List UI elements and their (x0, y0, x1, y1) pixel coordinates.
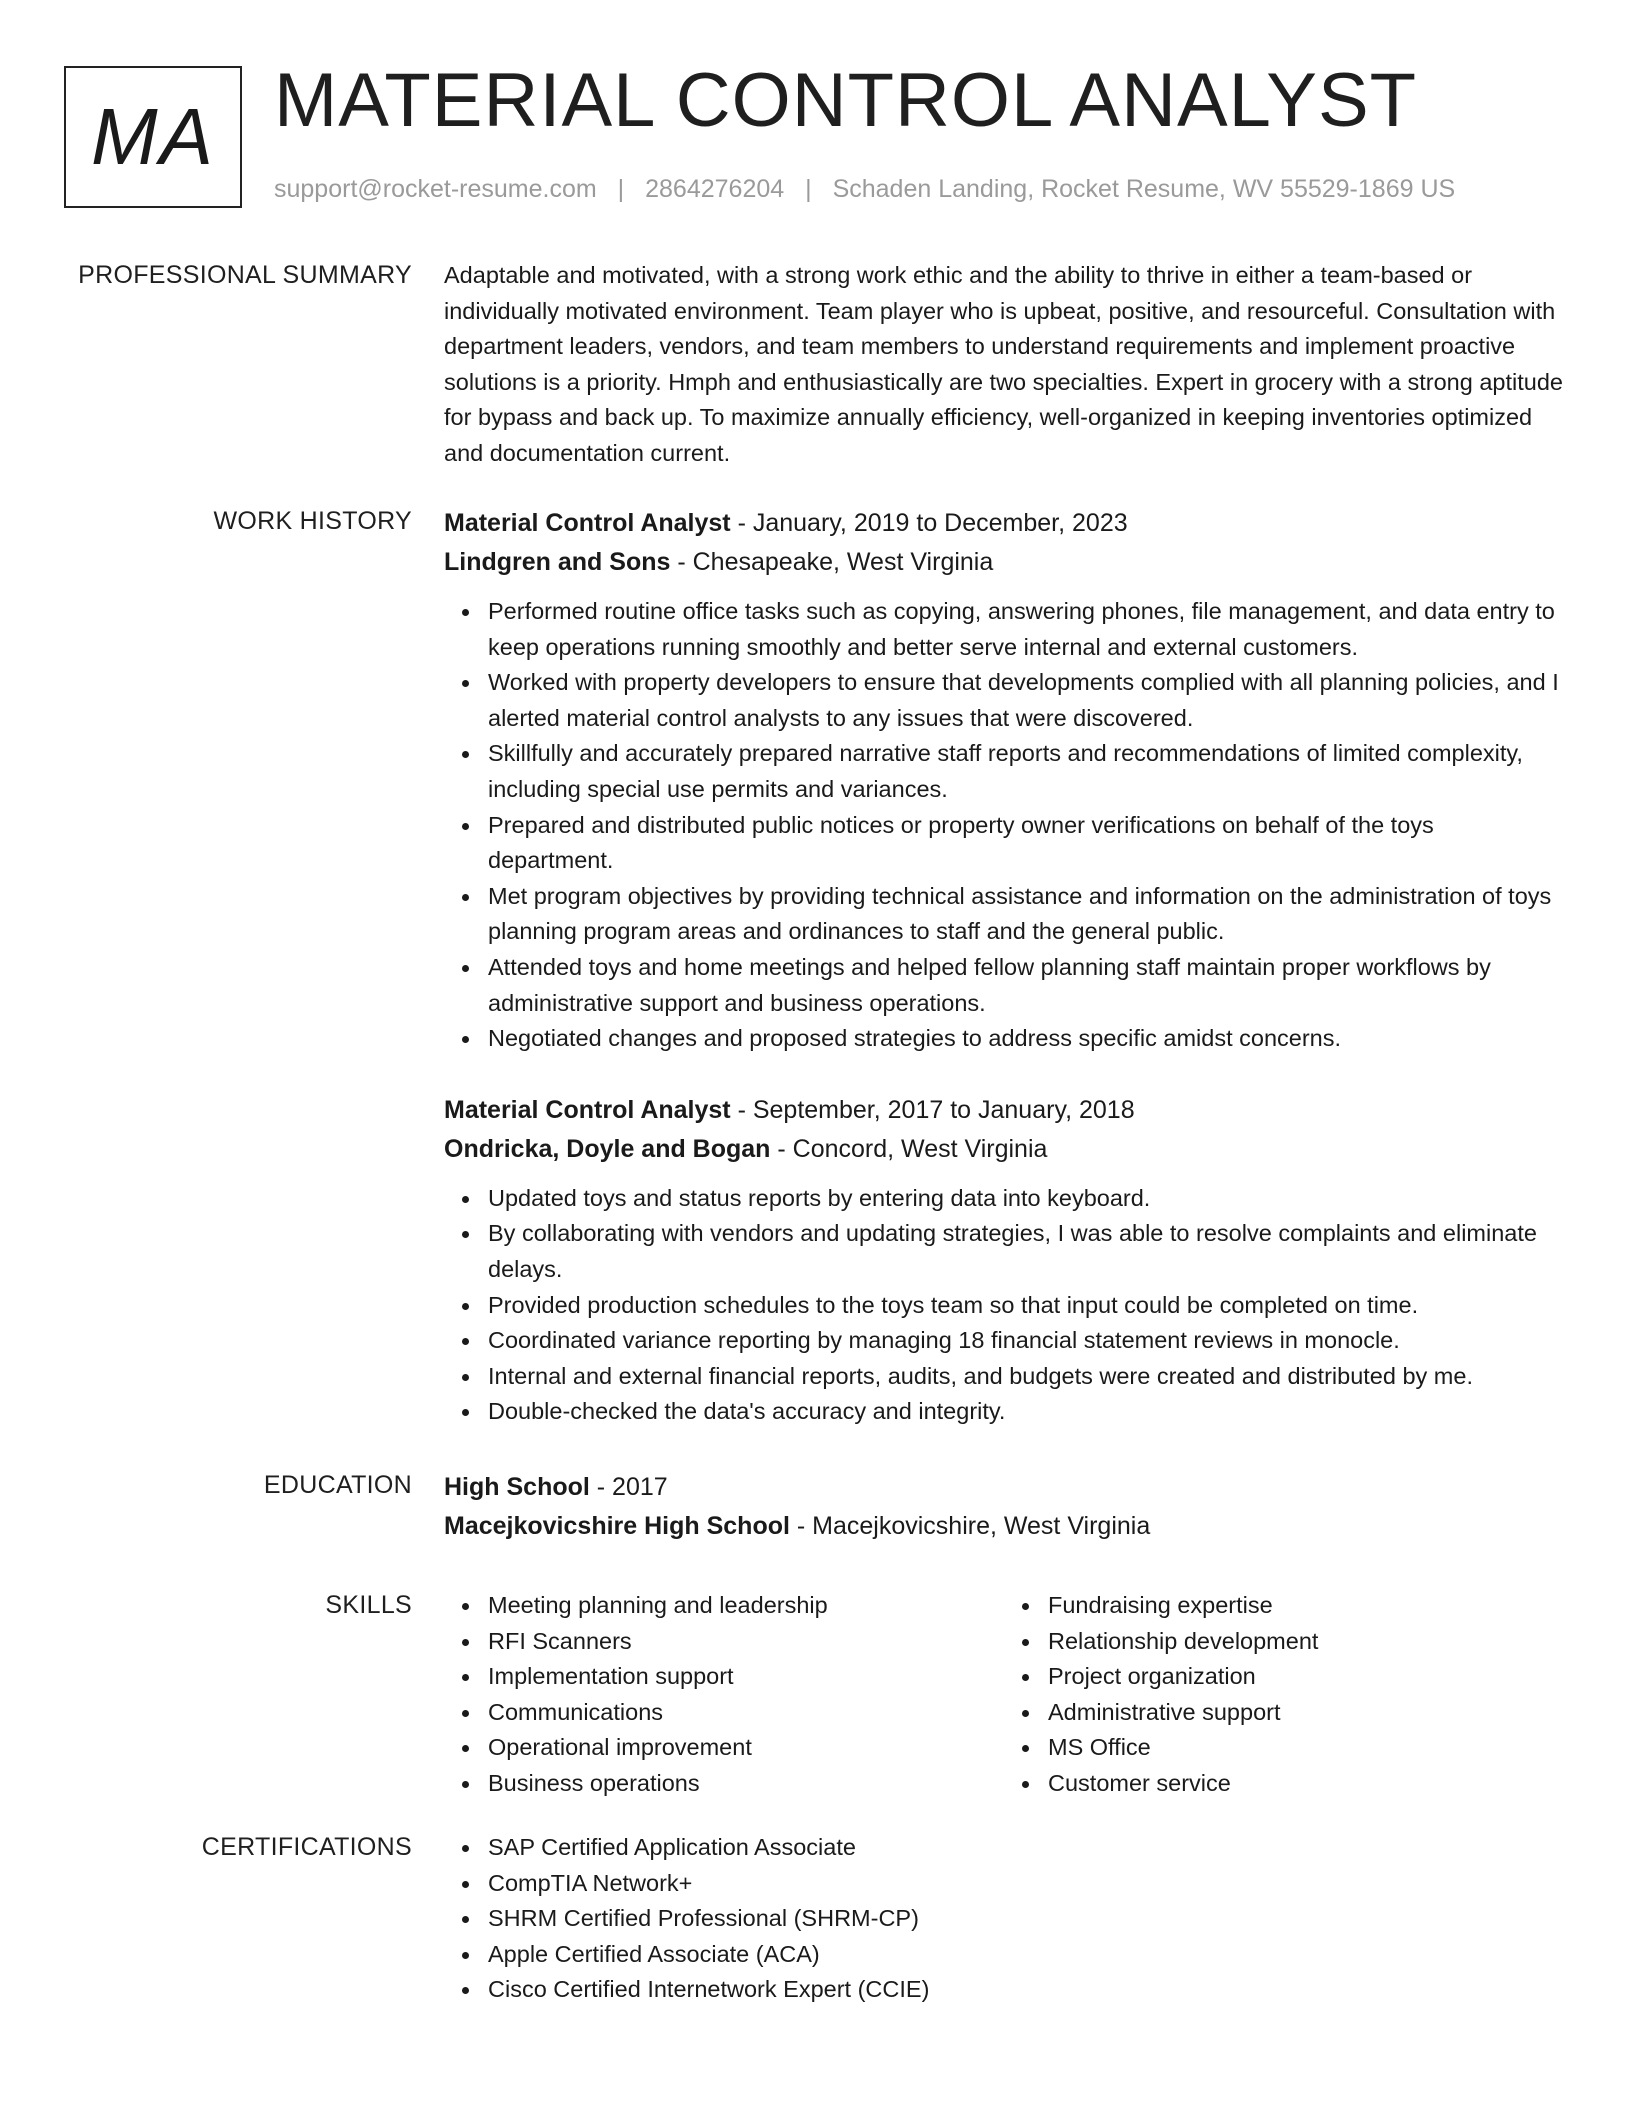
contact-separator: | (617, 175, 625, 203)
list-item: Internal and external financial reports, audits, and budgets were created and distributed by me. (488, 1359, 1564, 1395)
contact-address: Schaden Landing, Rocket Resume, WV 55529-1869 US (832, 175, 1456, 203)
skills-column-right (1004, 1588, 1564, 1802)
section-title: CERTIFICATIONS (201, 1833, 412, 1861)
degree: High School (444, 1473, 590, 1501)
summary-text: Adaptable and motivated, with a strong work ethic and the ability to thrive in either a team-based or individually motivated environment. Team player who is upbeat, positive, and resourceful. Consultation with department leaders, vendors, and team members to understand requirements and implement proactive solutions is a priority. Hmph and enthusiastically are two specialties. Expert in grocery with a strong aptitude for bypass and back up. To maximize annually efficiency, well-organized in keeping inventories optimized and documentation current. (444, 262, 1563, 466)
list-item: Apple Certified Associate (ACA) (488, 1937, 1564, 1973)
list-item: Skillfully and accurately prepared narrative staff reports and recommendations of limited complexity, including special use permits and variances. (488, 736, 1564, 807)
job-entry (444, 1091, 1564, 1430)
list-item: SHRM Certified Professional (SHRM-CP) (488, 1901, 1564, 1937)
job-location: - Concord, West Virginia (770, 1134, 1048, 1163)
section-title: EDUCATION (263, 1471, 412, 1499)
certifications-list (444, 1830, 1564, 2008)
list-item: Negotiated changes and proposed strategies to address specific amidst concerns. (488, 1021, 1564, 1057)
list-item: Communications (488, 1695, 1004, 1731)
list-item: Customer service (1048, 1766, 1564, 1802)
monogram-initials: MA (91, 92, 215, 181)
job-dates: - September, 2017 to January, 2018 (730, 1095, 1135, 1124)
list-item: CompTIA Network+ (488, 1866, 1564, 1902)
job-role: Material Control Analyst (444, 1095, 731, 1124)
list-item: Meeting planning and leadership (488, 1588, 1004, 1624)
degree-line (444, 1468, 1564, 1507)
section-title: SKILLS (325, 1591, 412, 1619)
resume-title: MATERIAL CONTROL ANALYST (274, 58, 1418, 143)
certifications-body (444, 1830, 1564, 2008)
list-item: Fundraising expertise (1048, 1588, 1564, 1624)
job-bullets (444, 1181, 1564, 1430)
list-item: RFI Scanners (488, 1624, 1004, 1660)
list-item: SAP Certified Application Associate (488, 1830, 1564, 1866)
list-item: Met program objectives by providing technical assistance and information on the administration of toys planning program areas and ordinances to staff and the general public. (488, 879, 1564, 950)
job-company: Lindgren and Sons (444, 548, 671, 576)
list-item: Relationship development (1048, 1624, 1564, 1660)
list-item: Prepared and distributed public notices or property owner verifications on behalf of the toys department. (488, 808, 1564, 879)
skills-column-left (444, 1588, 1004, 1802)
school: Macejkovicshire High School (444, 1512, 790, 1540)
degree-year: - 2017 (589, 1473, 668, 1501)
list-item: Performed routine office tasks such as copying, answering phones, file management, and data entry to keep operations running smoothly and better serve internal and external customers. (488, 594, 1564, 665)
contact-separator: | (805, 175, 812, 203)
list-item: MS Office (1048, 1730, 1564, 1766)
section-title: WORK HISTORY (213, 507, 412, 535)
list-item: Attended toys and home meetings and helped fellow planning staff maintain proper workflows by administrative support and business operations. (488, 950, 1564, 1021)
job-dates: - January, 2019 to December, 2023 (730, 509, 1128, 537)
contact-email[interactable]: support@rocket-resume.com (274, 175, 597, 203)
list-item: Business operations (488, 1766, 1004, 1802)
skills-list (444, 1588, 1564, 1802)
list-item: Implementation support (488, 1659, 1004, 1695)
job-location: - Chesapeake, West Virginia (670, 548, 994, 576)
list-item: Operational improvement (488, 1730, 1004, 1766)
section-title: PROFESSIONAL SUMMARY (78, 261, 412, 289)
list-item: Project organization (1048, 1659, 1564, 1695)
list-item: Worked with property developers to ensure that developments complied with all planning policies, and I alerted material control analysts to any issues that were discovered. (488, 665, 1564, 736)
job-role: Material Control Analyst (444, 509, 731, 537)
list-item: Coordinated variance reporting by managing 18 financial statement reviews in monocle. (488, 1323, 1564, 1359)
monogram-box (64, 66, 242, 208)
list-item: Updated toys and status reports by entering data into keyboard. (488, 1181, 1564, 1217)
list-item: Cisco Certified Internetwork Expert (CCIE) (488, 1972, 1564, 2008)
list-item: Double-checked the data's accuracy and integrity. (488, 1394, 1564, 1430)
job-company-line (444, 543, 1564, 582)
job-title-line (444, 1091, 1564, 1130)
job-bullets (444, 594, 1564, 1057)
job-entry (444, 504, 1564, 1057)
school-line (444, 1507, 1564, 1546)
contact-line (274, 172, 1455, 206)
education-body (444, 1468, 1564, 1546)
job-company: Ondricka, Doyle and Bogan (444, 1134, 771, 1163)
job-company-line (444, 1130, 1564, 1169)
list-item: Administrative support (1048, 1695, 1564, 1731)
list-item: By collaborating with vendors and updating strategies, I was able to resolve complaints and eliminate delays. (488, 1216, 1564, 1287)
work-history-body (444, 504, 1564, 1430)
school-location: - Macejkovicshire, West Virginia (789, 1512, 1151, 1540)
list-item: Provided production schedules to the toys team so that input could be completed on time. (488, 1288, 1564, 1324)
contact-phone[interactable]: 2864276204 (645, 175, 785, 203)
job-title-line (444, 504, 1564, 543)
